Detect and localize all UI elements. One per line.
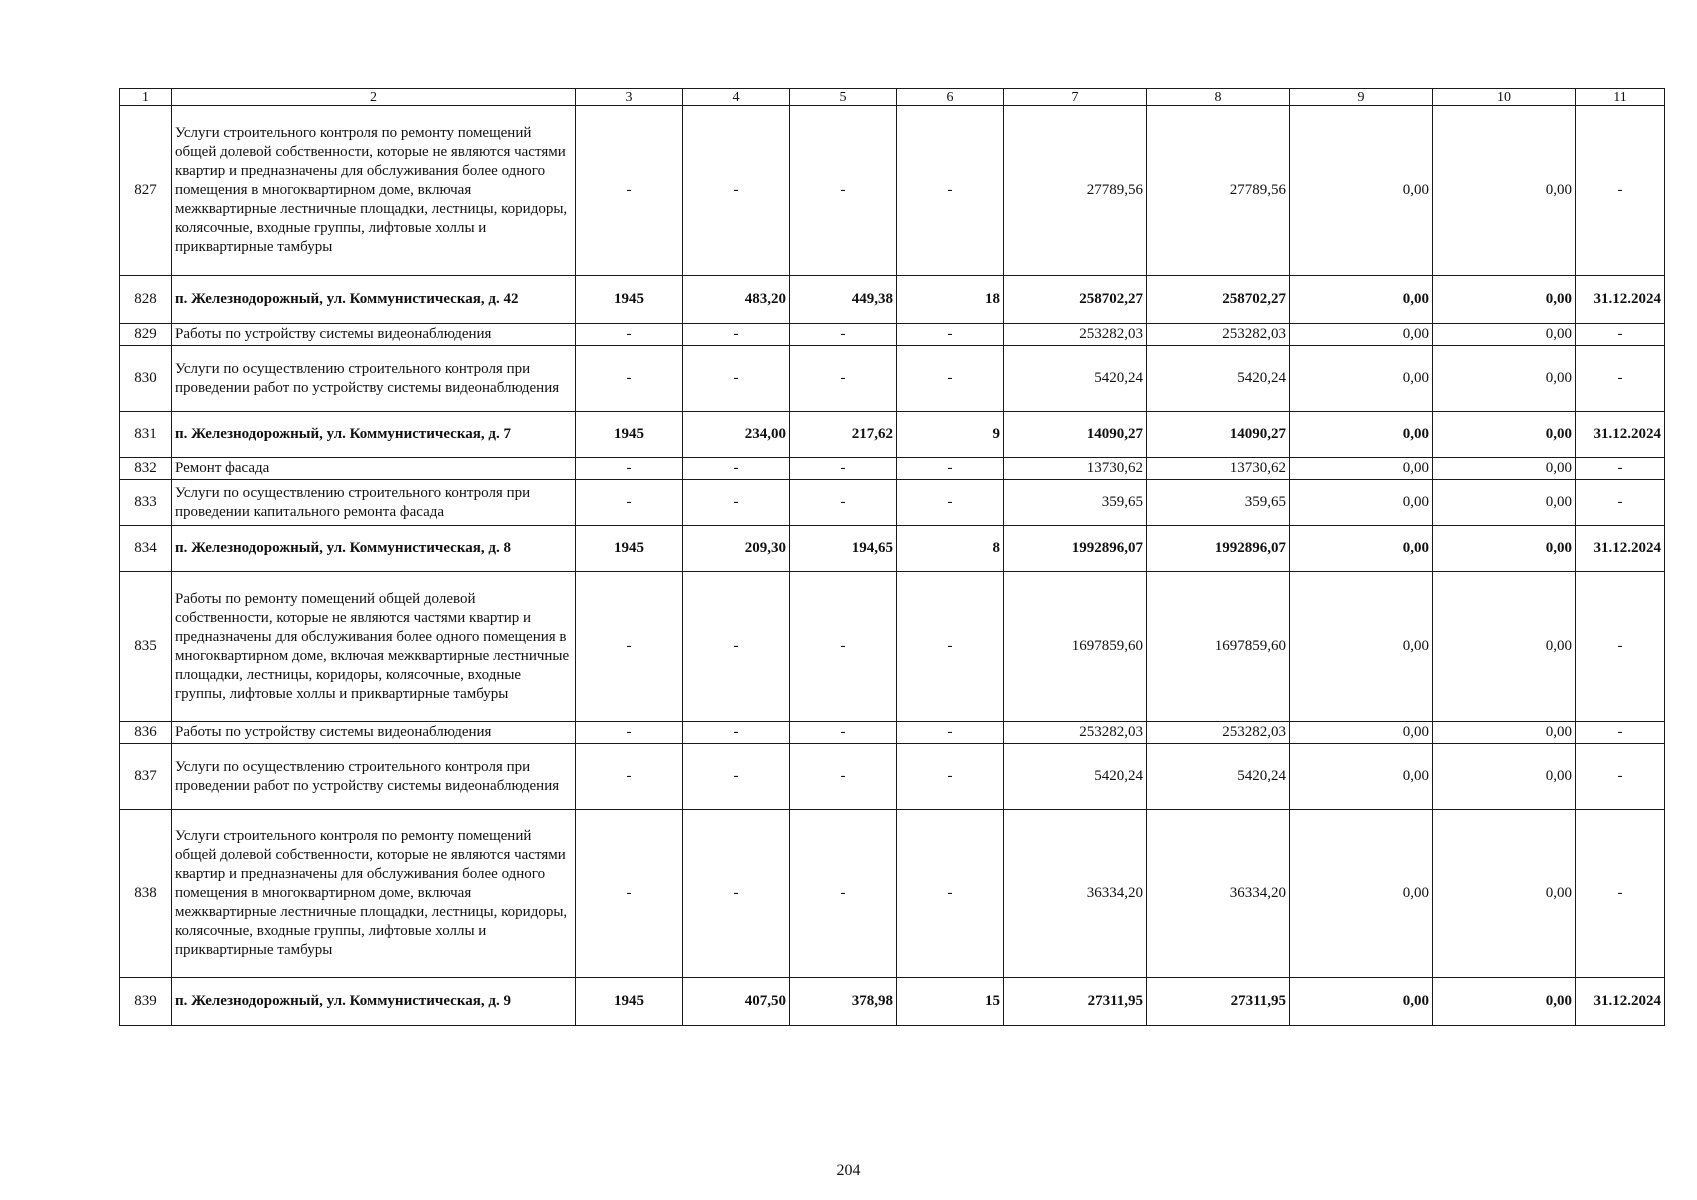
cell-col-4: 234,00 bbox=[683, 412, 790, 458]
cell-col-8: 14090,27 bbox=[1147, 412, 1290, 458]
cell-col-4: - bbox=[683, 744, 790, 810]
cell-col-4: - bbox=[683, 458, 790, 480]
cell-col-7: 1992896,07 bbox=[1004, 526, 1147, 572]
cell-col-6: - bbox=[897, 572, 1004, 722]
work-item-row bbox=[120, 346, 1665, 412]
cell-col-8: 5420,24 bbox=[1147, 744, 1290, 810]
cell-col-7: 36334,20 bbox=[1004, 810, 1147, 978]
column-header-8: 8 bbox=[1147, 89, 1290, 106]
cell-col-10: 0,00 bbox=[1433, 744, 1576, 810]
cell-col-5: - bbox=[790, 810, 897, 978]
cell-col-8: 36334,20 bbox=[1147, 810, 1290, 978]
work-item-row bbox=[120, 744, 1665, 810]
cell-col-11: - bbox=[1576, 480, 1665, 526]
cell-col-7: 5420,24 bbox=[1004, 744, 1147, 810]
cell-col-11: - bbox=[1576, 458, 1665, 480]
row-description: п. Железнодорожный, ул. Коммунистическая, д. 9 bbox=[172, 978, 576, 1026]
cell-col-3: 1945 bbox=[576, 276, 683, 324]
cell-col-9: 0,00 bbox=[1290, 744, 1433, 810]
cell-col-3: - bbox=[576, 106, 683, 276]
cell-col-5: - bbox=[790, 346, 897, 412]
cell-col-10: 0,00 bbox=[1433, 810, 1576, 978]
cell-col-9: 0,00 bbox=[1290, 722, 1433, 744]
cell-col-4: - bbox=[683, 346, 790, 412]
column-header-11: 11 bbox=[1576, 89, 1665, 106]
row-number: 839 bbox=[120, 978, 172, 1026]
cell-col-11: 31.12.2024 bbox=[1576, 276, 1665, 324]
cell-col-3: - bbox=[576, 458, 683, 480]
cell-col-5: - bbox=[790, 744, 897, 810]
cell-col-9: 0,00 bbox=[1290, 324, 1433, 346]
cell-col-8: 1992896,07 bbox=[1147, 526, 1290, 572]
cell-col-10: 0,00 bbox=[1433, 480, 1576, 526]
cell-col-10: 0,00 bbox=[1433, 276, 1576, 324]
row-description: п. Железнодорожный, ул. Коммунистическая, д. 42 bbox=[172, 276, 576, 324]
cell-col-6: 15 bbox=[897, 978, 1004, 1026]
column-header-1: 1 bbox=[120, 89, 172, 106]
cell-col-11: - bbox=[1576, 722, 1665, 744]
column-header-6: 6 bbox=[897, 89, 1004, 106]
cell-col-4: - bbox=[683, 572, 790, 722]
cell-col-5: 449,38 bbox=[790, 276, 897, 324]
row-description: Услуги строительного контроля по ремонту помещений общей долевой собственности, которые не являются частями квартир и предназначены для обслуживания более одного помещения в многоквартирном доме, включая межквартирные лестничные площадки, лестницы, коридоры, колясочные, входные группы, лифтовые холлы и приквартирные тамбуры bbox=[172, 810, 576, 978]
cell-col-5: - bbox=[790, 458, 897, 480]
row-number: 836 bbox=[120, 722, 172, 744]
cell-col-11: - bbox=[1576, 572, 1665, 722]
work-item-row bbox=[120, 722, 1665, 744]
cell-col-10: 0,00 bbox=[1433, 722, 1576, 744]
cell-col-6: - bbox=[897, 106, 1004, 276]
cell-col-10: 0,00 bbox=[1433, 458, 1576, 480]
cell-col-6: 9 bbox=[897, 412, 1004, 458]
row-description: Ремонт фасада bbox=[172, 458, 576, 480]
row-number: 832 bbox=[120, 458, 172, 480]
row-number: 830 bbox=[120, 346, 172, 412]
cell-col-11: - bbox=[1576, 324, 1665, 346]
column-number-header-row bbox=[120, 89, 1665, 106]
cell-col-3: - bbox=[576, 572, 683, 722]
cell-col-11: 31.12.2024 bbox=[1576, 412, 1665, 458]
cell-col-5: 378,98 bbox=[790, 978, 897, 1026]
cell-col-3: - bbox=[576, 722, 683, 744]
table-body bbox=[120, 89, 1665, 1026]
row-description: Услуги по осуществлению строительного контроля при проведении капитального ремонта фасада bbox=[172, 480, 576, 526]
cell-col-8: 27311,95 bbox=[1147, 978, 1290, 1026]
page-number: 204 bbox=[836, 1162, 861, 1179]
row-number: 835 bbox=[120, 572, 172, 722]
cell-col-6: - bbox=[897, 744, 1004, 810]
cell-col-4: - bbox=[683, 324, 790, 346]
cell-col-11: 31.12.2024 bbox=[1576, 526, 1665, 572]
cell-col-5: - bbox=[790, 324, 897, 346]
cell-col-3: - bbox=[576, 810, 683, 978]
cell-col-4: - bbox=[683, 810, 790, 978]
cell-col-11: 31.12.2024 bbox=[1576, 978, 1665, 1026]
row-description: Услуги по осуществлению строительного контроля при проведении работ по устройству системы видеонаблюдения bbox=[172, 346, 576, 412]
cell-col-7: 1697859,60 bbox=[1004, 572, 1147, 722]
cell-col-10: 0,00 bbox=[1433, 106, 1576, 276]
cell-col-7: 258702,27 bbox=[1004, 276, 1147, 324]
row-description: Работы по устройству системы видеонаблюдения bbox=[172, 722, 576, 744]
cell-col-3: - bbox=[576, 744, 683, 810]
cell-col-6: - bbox=[897, 810, 1004, 978]
cell-col-10: 0,00 bbox=[1433, 412, 1576, 458]
cell-col-9: 0,00 bbox=[1290, 412, 1433, 458]
cell-col-10: 0,00 bbox=[1433, 978, 1576, 1026]
address-row bbox=[120, 276, 1665, 324]
cell-col-4: 407,50 bbox=[683, 978, 790, 1026]
address-row bbox=[120, 526, 1665, 572]
cell-col-4: 483,20 bbox=[683, 276, 790, 324]
column-header-2: 2 bbox=[172, 89, 576, 106]
cell-col-3: - bbox=[576, 324, 683, 346]
cell-col-11: - bbox=[1576, 106, 1665, 276]
cell-col-5: - bbox=[790, 572, 897, 722]
cell-col-5: 217,62 bbox=[790, 412, 897, 458]
column-header-5: 5 bbox=[790, 89, 897, 106]
cell-col-7: 359,65 bbox=[1004, 480, 1147, 526]
cell-col-7: 13730,62 bbox=[1004, 458, 1147, 480]
row-description: Работы по ремонту помещений общей долевой собственности, которые не являются частями квартир и предназначены для обслуживания более одного помещения в многоквартирном доме, включая межквартирные лестничные площадки, лестницы, коридоры, колясочные, входные группы, лифтовые холлы и приквартирные тамбуры bbox=[172, 572, 576, 722]
row-number: 838 bbox=[120, 810, 172, 978]
cell-col-6: - bbox=[897, 480, 1004, 526]
cell-col-5: - bbox=[790, 722, 897, 744]
row-number: 829 bbox=[120, 324, 172, 346]
row-number: 831 bbox=[120, 412, 172, 458]
cell-col-10: 0,00 bbox=[1433, 572, 1576, 722]
row-number: 828 bbox=[120, 276, 172, 324]
column-header-7: 7 bbox=[1004, 89, 1147, 106]
cell-col-8: 258702,27 bbox=[1147, 276, 1290, 324]
work-item-row bbox=[120, 458, 1665, 480]
row-number: 837 bbox=[120, 744, 172, 810]
cell-col-3: 1945 bbox=[576, 978, 683, 1026]
cell-col-5: 194,65 bbox=[790, 526, 897, 572]
work-item-row bbox=[120, 324, 1665, 346]
cell-col-5: - bbox=[790, 480, 897, 526]
work-item-row bbox=[120, 572, 1665, 722]
row-number: 834 bbox=[120, 526, 172, 572]
cell-col-8: 1697859,60 bbox=[1147, 572, 1290, 722]
cell-col-10: 0,00 bbox=[1433, 324, 1576, 346]
cell-col-3: 1945 bbox=[576, 412, 683, 458]
column-header-9: 9 bbox=[1290, 89, 1433, 106]
cell-col-9: 0,00 bbox=[1290, 526, 1433, 572]
cell-col-9: 0,00 bbox=[1290, 810, 1433, 978]
cell-col-7: 27789,56 bbox=[1004, 106, 1147, 276]
cell-col-7: 5420,24 bbox=[1004, 346, 1147, 412]
cell-col-6: - bbox=[897, 324, 1004, 346]
cell-col-9: 0,00 bbox=[1290, 346, 1433, 412]
work-item-row bbox=[120, 810, 1665, 978]
cell-col-7: 253282,03 bbox=[1004, 324, 1147, 346]
cell-col-6: 8 bbox=[897, 526, 1004, 572]
cell-col-9: 0,00 bbox=[1290, 458, 1433, 480]
row-description: Услуги строительного контроля по ремонту помещений общей долевой собственности, которые не являются частями квартир и предназначены для обслуживания более одного помещения в многоквартирном доме, включая межквартирные лестничные площадки, лестницы, коридоры, колясочные, входные группы, лифтовые холлы и приквартирные тамбуры bbox=[172, 106, 576, 276]
cell-col-4: - bbox=[683, 722, 790, 744]
cell-col-9: 0,00 bbox=[1290, 106, 1433, 276]
cell-col-9: 0,00 bbox=[1290, 978, 1433, 1026]
cell-col-6: 18 bbox=[897, 276, 1004, 324]
row-description: Услуги по осуществлению строительного контроля при проведении работ по устройству системы видеонаблюдения bbox=[172, 744, 576, 810]
cell-col-10: 0,00 bbox=[1433, 346, 1576, 412]
row-description: Работы по устройству системы видеонаблюдения bbox=[172, 324, 576, 346]
cell-col-3: - bbox=[576, 346, 683, 412]
cell-col-6: - bbox=[897, 346, 1004, 412]
column-header-4: 4 bbox=[683, 89, 790, 106]
cell-col-11: - bbox=[1576, 346, 1665, 412]
row-description: п. Железнодорожный, ул. Коммунистическая, д. 7 bbox=[172, 412, 576, 458]
row-description: п. Железнодорожный, ул. Коммунистическая, д. 8 bbox=[172, 526, 576, 572]
cell-col-5: - bbox=[790, 106, 897, 276]
work-item-row bbox=[120, 480, 1665, 526]
cell-col-11: - bbox=[1576, 744, 1665, 810]
repair-register-table bbox=[119, 88, 1665, 1026]
row-number: 833 bbox=[120, 480, 172, 526]
cell-col-8: 27789,56 bbox=[1147, 106, 1290, 276]
column-header-3: 3 bbox=[576, 89, 683, 106]
address-row bbox=[120, 412, 1665, 458]
cell-col-7: 27311,95 bbox=[1004, 978, 1147, 1026]
cell-col-8: 13730,62 bbox=[1147, 458, 1290, 480]
cell-col-9: 0,00 bbox=[1290, 480, 1433, 526]
work-item-row bbox=[120, 106, 1665, 276]
cell-col-8: 253282,03 bbox=[1147, 722, 1290, 744]
cell-col-3: - bbox=[576, 480, 683, 526]
cell-col-10: 0,00 bbox=[1433, 526, 1576, 572]
cell-col-4: 209,30 bbox=[683, 526, 790, 572]
cell-col-4: - bbox=[683, 480, 790, 526]
cell-col-9: 0,00 bbox=[1290, 572, 1433, 722]
cell-col-6: - bbox=[897, 458, 1004, 480]
cell-col-6: - bbox=[897, 722, 1004, 744]
column-header-10: 10 bbox=[1433, 89, 1576, 106]
cell-col-9: 0,00 bbox=[1290, 276, 1433, 324]
address-row bbox=[120, 978, 1665, 1026]
cell-col-3: 1945 bbox=[576, 526, 683, 572]
cell-col-7: 253282,03 bbox=[1004, 722, 1147, 744]
cell-col-11: - bbox=[1576, 810, 1665, 978]
row-number: 827 bbox=[120, 106, 172, 276]
cell-col-8: 253282,03 bbox=[1147, 324, 1290, 346]
cell-col-8: 5420,24 bbox=[1147, 346, 1290, 412]
cell-col-8: 359,65 bbox=[1147, 480, 1290, 526]
cell-col-4: - bbox=[683, 106, 790, 276]
cell-col-7: 14090,27 bbox=[1004, 412, 1147, 458]
